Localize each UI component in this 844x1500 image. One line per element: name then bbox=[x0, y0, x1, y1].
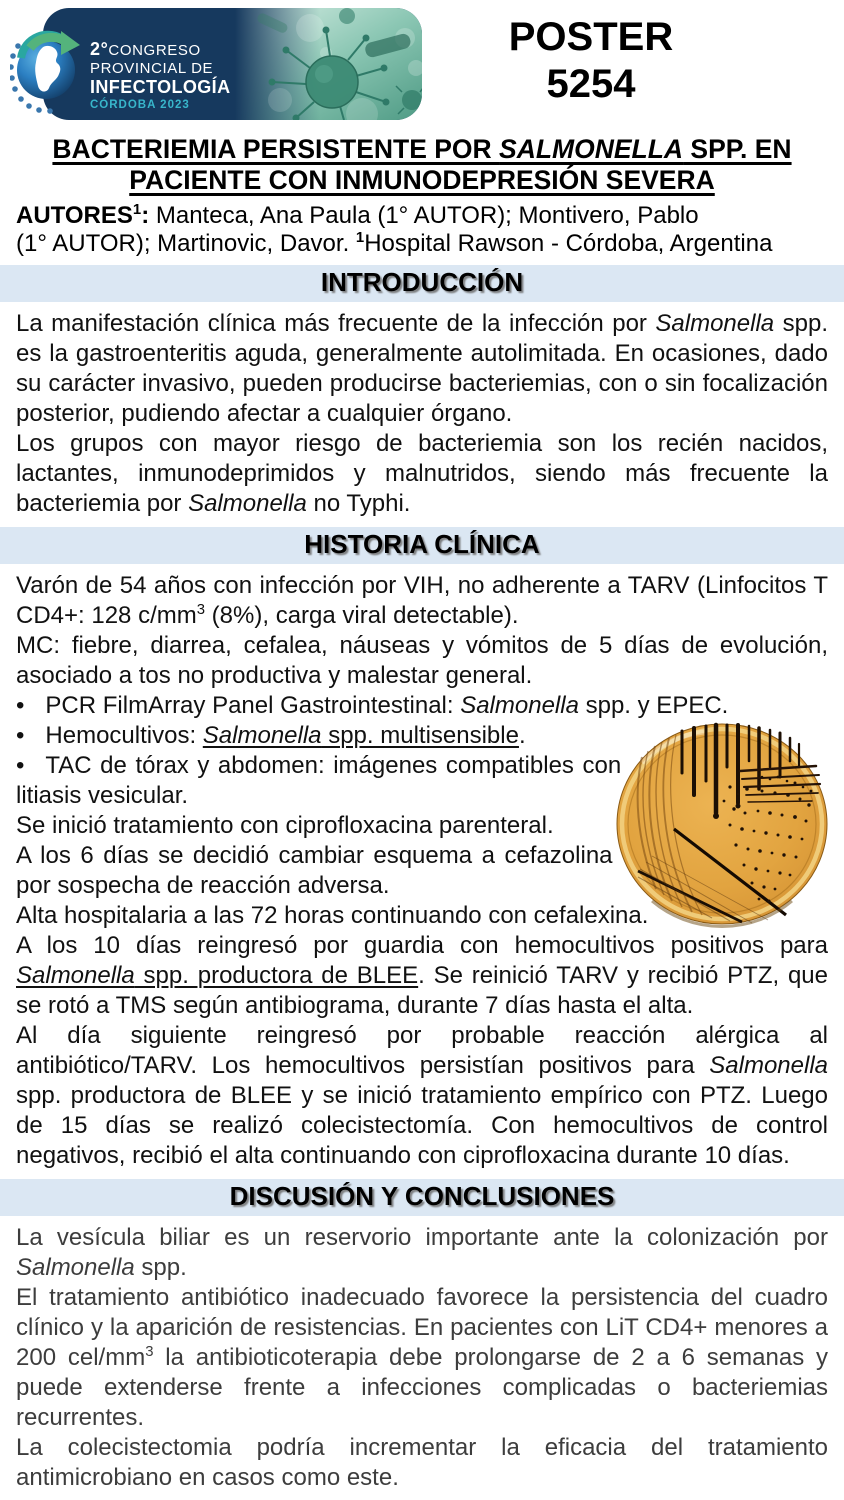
text-run: Se inició tratamiento con ciprofloxacina parenteral. bbox=[16, 812, 554, 839]
logo-line1: CONGRESO bbox=[108, 42, 201, 59]
text-run: Salmonella bbox=[188, 490, 307, 517]
text-run: A los 10 días reingresó por guardia con hemocultivos positivos para bbox=[16, 932, 828, 959]
text-run: spp. productora de BLEE y se inició tratamiento empírico con PTZ. Luego de 15 días se realizó colecistectomía. Con hemocultivos de control negativos, recibió el alta continuando con ciprofloxacina durante 10 días. bbox=[16, 1082, 828, 1169]
text-run: Salmonella bbox=[16, 1254, 135, 1281]
text-run: MC: fiebre, diarrea, cefalea, náuseas y vómitos de 5 días de evolución, asociado a tos no productiva y malestar general. bbox=[16, 632, 828, 689]
logo-line4: CÓRDOBA 2023 bbox=[90, 99, 190, 111]
text-run: TAC de tórax y abdomen: imágenes compatibles con litiasis vesicular. bbox=[16, 752, 622, 809]
text-run: PCR FilmArray Panel Gastrointestinal: bbox=[45, 692, 461, 719]
authors-line-2 bbox=[16, 230, 828, 258]
section-heading-discusion bbox=[0, 1179, 844, 1216]
text-run: Manteca, Ana Paula (1° AUTOR); Montivero, Pablo bbox=[155, 202, 699, 229]
text-run: Salmonella bbox=[709, 1052, 828, 1079]
text-run: Salmonella bbox=[16, 962, 135, 989]
congress-logo bbox=[10, 8, 422, 120]
text-run: spp. productora de BLEE bbox=[134, 962, 419, 989]
text-run: Los grupos con mayor riesgo de bacteriemia son los recién nacidos, lactantes, inmunodeprimidos y malnutridos, siendo más frecuente la bacteriemia por bbox=[16, 430, 828, 517]
text-run: • bbox=[16, 722, 25, 749]
congress-logo-banner bbox=[10, 8, 422, 120]
text-run: BACTERIEMIA PERSISTENTE POR bbox=[52, 134, 500, 164]
authors-line-1 bbox=[16, 202, 828, 230]
logo-line2: PROVINCIAL DE bbox=[90, 60, 214, 77]
text-run: La vesícula biliar es un reservorio importante ante la colonización por bbox=[16, 1224, 828, 1251]
text-run: Al día siguiente reingresó por probable reacción alérgica al antibiótico/TARV. Los hemocultivos persistían positivos para bbox=[16, 1022, 828, 1079]
text-run: (8%), carga viral detectable). bbox=[205, 602, 519, 629]
section-heading-introduccion bbox=[0, 265, 844, 302]
text-run: Salmonella bbox=[655, 310, 775, 337]
poster-title-line-1 bbox=[16, 134, 828, 165]
svg-text:2°CONGRESO bbox=[90, 39, 201, 59]
logo-line1-prefix: 2° bbox=[90, 39, 109, 59]
text-run: 3 bbox=[145, 1344, 154, 1360]
bullet-item bbox=[16, 691, 828, 721]
paragraph bbox=[16, 429, 828, 519]
poster-header bbox=[0, 0, 844, 120]
text-run: spp. es la gastroenteritis aguda, generalmente autolimitada. En ocasiones, dado su carácter invasivo, pueden producirse bacteriemias, con o sin focalización posterior, pudiendo afectar a cualquier órgano. bbox=[16, 310, 828, 427]
text-run: la antibioticoterapia debe prolongarse de 2 a 6 semanas y puede extenderse frente a infecciones complicadas o bacteriemias recurrentes. bbox=[16, 1344, 829, 1431]
text-run: spp. y EPEC. bbox=[578, 692, 729, 719]
text-run: La colecistectomia podría incrementar la eficacia del tratamiento antimicrobiano en casos como este. bbox=[16, 1434, 828, 1491]
logo-line3: INFECTOLOGÍA bbox=[90, 77, 231, 97]
text-run: Salmonella bbox=[202, 722, 322, 749]
text-run: El tratamiento antibiótico inadecuado favorece la persistencia del cuadro clínico y la aparición de resistencias. En pacientes con LiT CD4+ menores a 200 cel/mm bbox=[16, 1284, 828, 1371]
section-heading-text: DISCUSIÓN Y CONCLUSIONES bbox=[229, 1181, 615, 1211]
text-run: Varón de 54 años con infección por VIH, no adherente a TARV (Linfocitos T CD4+: 128 c/mm bbox=[16, 572, 828, 629]
text-run: . Se reinició TARV y recibió PTZ, que se rotó a TMS según antibiograma, durante 7 días hasta el alta. bbox=[16, 962, 828, 1019]
petri-dish-figure bbox=[612, 721, 828, 929]
paragraph bbox=[16, 931, 828, 1021]
text-run: PACIENTE CON INMUNODEPRESIÓN SEVERA bbox=[129, 165, 715, 195]
poster-label: POSTER bbox=[508, 15, 674, 59]
text-run: SPP. EN bbox=[683, 134, 792, 164]
historia-clinica-content bbox=[0, 564, 844, 1171]
text-run: . bbox=[518, 722, 526, 749]
discusion-content bbox=[0, 1216, 844, 1493]
text-run: spp. multisensible bbox=[321, 722, 519, 749]
paragraph bbox=[16, 1021, 828, 1171]
text-run: 1 bbox=[132, 202, 142, 218]
text-run: Salmonella bbox=[460, 692, 579, 719]
paragraph bbox=[16, 1433, 828, 1493]
section-heading-historia-clinica bbox=[0, 527, 844, 564]
paragraph bbox=[16, 1283, 828, 1433]
text-run: (1° AUTOR); Martinovic, Davor. bbox=[16, 229, 356, 257]
poster-title-line-2 bbox=[16, 165, 828, 196]
text-run: • bbox=[16, 752, 25, 779]
authors-block bbox=[16, 202, 828, 257]
paragraph bbox=[16, 309, 828, 429]
text-run: no Typhi. bbox=[306, 490, 411, 517]
introduccion-content bbox=[0, 302, 844, 519]
text-run: 1 bbox=[355, 229, 365, 246]
paragraph bbox=[16, 1223, 828, 1283]
paragraph bbox=[16, 571, 828, 631]
text-run: : bbox=[141, 202, 156, 229]
text-run: La manifestación clínica más frecuente de la infección por bbox=[16, 310, 656, 337]
text-run: • bbox=[16, 692, 25, 719]
poster-id bbox=[436, 14, 746, 108]
text-run: AUTORES bbox=[16, 202, 133, 229]
text-run: SALMONELLA bbox=[499, 134, 684, 164]
petri-dish-bacterial-culture-photo bbox=[612, 721, 828, 929]
text-run: spp. bbox=[134, 1254, 187, 1281]
text-run: A los 6 días se decidió cambiar esquema a cefazolina por sospecha de reacción adversa. bbox=[16, 842, 613, 899]
text-run: Alta hospitalaria a las 72 horas continuando con cefalexina. bbox=[16, 902, 649, 929]
section-heading-text: INTRODUCCIÓN bbox=[320, 267, 524, 297]
text-run: Hemocultivos: bbox=[45, 722, 203, 749]
section-heading-text: HISTORIA CLÍNICA bbox=[304, 529, 540, 559]
paragraph bbox=[16, 631, 828, 691]
poster-title bbox=[16, 134, 828, 196]
text-run: 3 bbox=[196, 602, 206, 618]
poster-number: 5254 bbox=[546, 62, 636, 106]
text-run: Hospital Rawson - Córdoba, Argentina bbox=[364, 229, 773, 257]
